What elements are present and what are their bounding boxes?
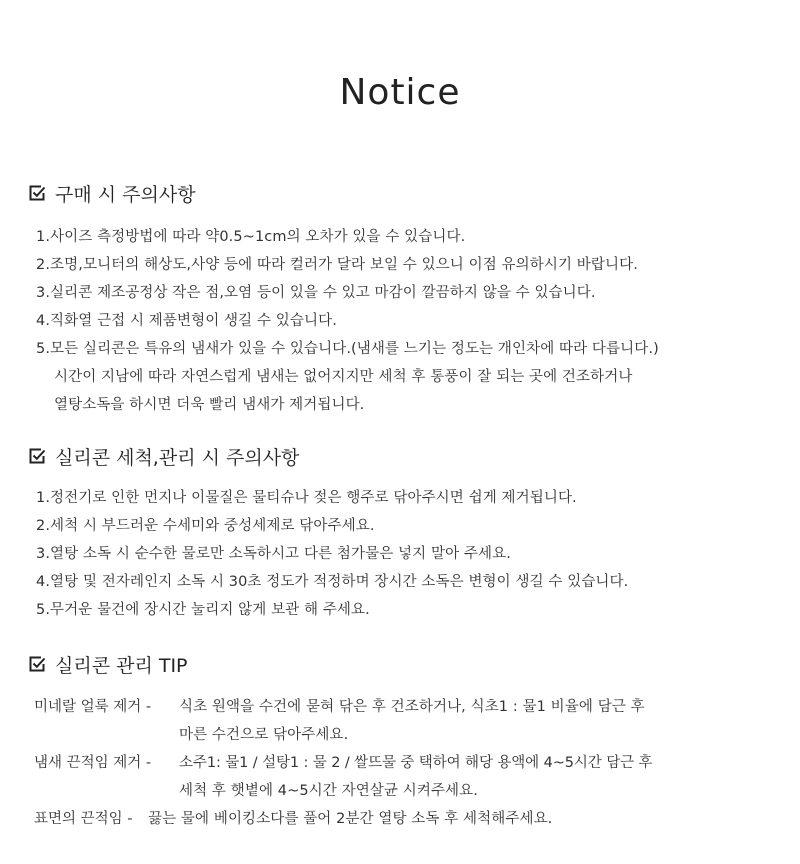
section-heading-text: 실리콘 세척,관리 시 주의사항 (55, 446, 300, 469)
list-item: 5.모든 실리콘은 특유의 냄새가 있을 수 있습니다.(냄새를 느기는 정도는 개인차에 따라 다릅니다.) (36, 341, 659, 357)
section-purchase-notice (28, 179, 788, 207)
tip-text: 식초 원액을 수건에 묻혀 닦은 후 건조하거나, 식초1 : 물1 비율에 담근 후 (179, 699, 645, 715)
tip-label: 냄새 끈적임 제거 - (34, 755, 152, 771)
tip-text: 마른 수건으로 닦아주세요. (179, 727, 349, 743)
section-heading (28, 442, 788, 470)
list-item: 3.열탕 소독 시 순수한 물로만 소독하시고 다른 첨가물은 넣지 말아 주세요. (36, 546, 511, 562)
list-item: 1.사이즈 측정방법에 따라 약0.5~1cm의 오차가 있을 수 있습니다. (36, 229, 466, 245)
section-heading (28, 179, 788, 207)
list-item: 2.조명,모니터의 해상도,사양 등에 따라 컬러가 달라 보일 수 있으니 이점 유의하시기 바랍니다. (36, 257, 638, 273)
list-item: 2.세척 시 부드러운 수세미와 중성세제로 닦아주세요. (36, 518, 375, 534)
list-item: 1.정전기로 인한 먼지나 이물질은 물티슈나 젖은 행주로 닦아주시면 쉽게 제거됩니다. (36, 490, 577, 506)
section-care-tip (28, 650, 788, 678)
checkbox-checked-icon (28, 447, 46, 465)
tip-label: 표면의 끈적임 - (34, 811, 133, 827)
list-item: 4.직화열 근접 시 제품변형이 생길 수 있습니다. (36, 313, 337, 329)
list-item: 4.열탕 및 전자레인지 소독 시 30초 정도가 적정하며 장시간 소독은 변형이 생길 수 있습니다. (36, 574, 629, 590)
list-item-continuation: 열탕소독을 하시면 더욱 빨리 냄새가 제거됩니다. (54, 397, 365, 413)
list-item: 5.무거운 물건에 장시간 눌리지 않게 보관 해 주세요. (36, 602, 370, 618)
page-title: Notice (339, 72, 461, 113)
checkbox-checked-icon (28, 184, 46, 202)
checkbox-checked-icon (28, 655, 46, 673)
tip-text: 끓는 물에 베이킹소다를 풀어 2분간 열탕 소독 후 세척해주세요. (148, 811, 553, 827)
tip-label: 미네랄 얼룩 제거 - (34, 699, 152, 715)
section-heading-text: 실리콘 관리 TIP (55, 654, 188, 677)
tip-text: 세척 후 햇볕에 4~5시간 자연살균 시켜주세요. (179, 783, 478, 799)
section-heading-text: 구매 시 주의사항 (55, 183, 196, 206)
section-cleaning-notice (28, 442, 788, 470)
section-heading (28, 650, 788, 678)
tip-text: 소주1: 물1 / 설탕1 : 물 2 / 쌀뜨물 중 택하여 해당 용액에 4~5시간 담근 후 (179, 755, 653, 771)
list-item: 3.실리콘 제조공정상 작은 점,오염 등이 있을 수 있고 마감이 깔끔하지 않을 수 있습니다. (36, 285, 596, 301)
list-item-continuation: 시간이 지남에 따라 자연스럽게 냄새는 없어지지만 세척 후 통풍이 잘 되는 곳에 건조하거나 (54, 369, 633, 385)
